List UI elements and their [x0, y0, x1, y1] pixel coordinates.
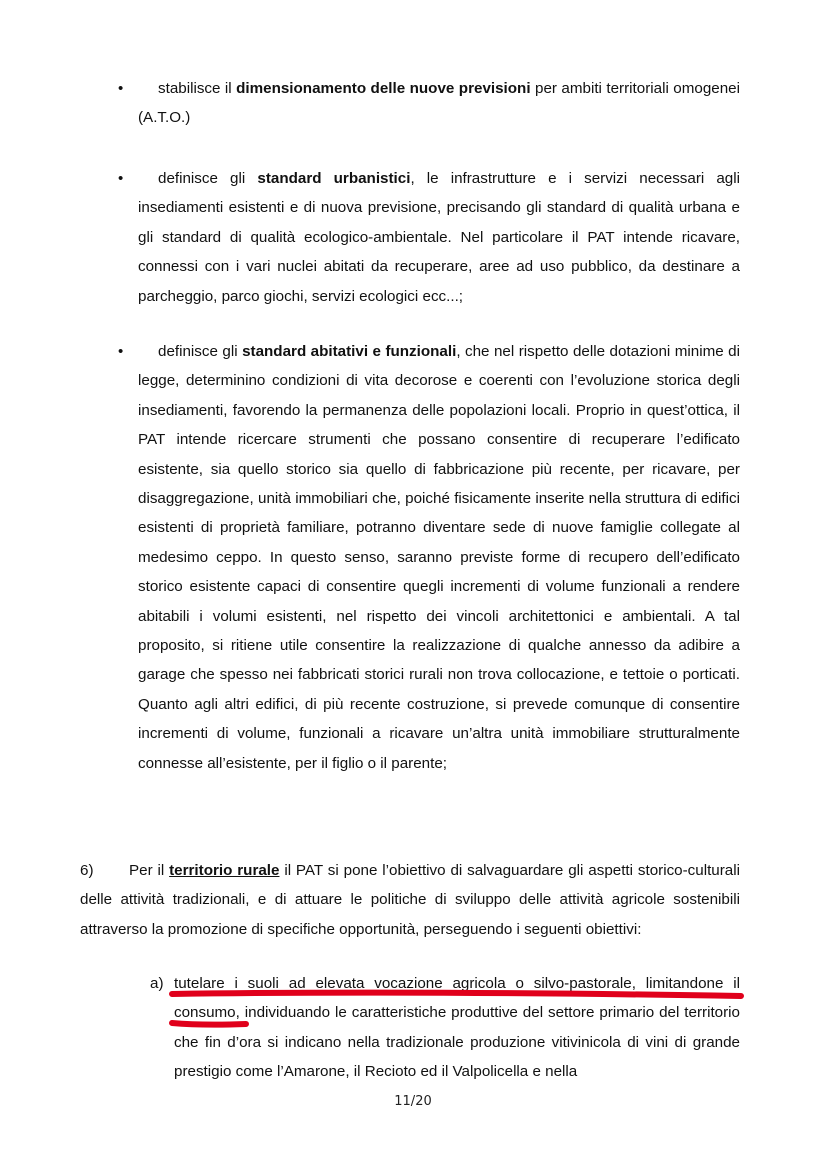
bullet-item-dimensionamento — [118, 74, 740, 133]
numbered-item-6 — [80, 856, 740, 944]
bullet-text — [138, 164, 740, 311]
bullet-text-bold: dimensionamento delle nuove previsioni — [236, 80, 531, 97]
item6-text-pre: Per il — [129, 862, 170, 879]
bullet-icon: • — [118, 343, 124, 360]
bullet-text-post: , che nel rispetto delle dotazioni minime di legge, determinino condizioni di vita decorose e coerenti con l’evoluzione storica degli insediamenti, favorendo la permanenza delle popolazioni locali. Proprio in quest’ottica, il PAT intende ricercare strumenti che possano consentire di recuperare l’edificato esistente, sia quello storico sia quello di fabbricazione più recente, per ricavare, per disaggregazione, unità immobiliari che, poiché fisicamente inserite nella struttura di edifici esistenti di proprietà familiare, potranno diventare sede di nuove famiglie collegate al medesimo ceppo. In questo senso, saranno previste forme di recupero dell’edificato storico esistente capaci di consentire quegli incrementi di volume funzionali a rendere abitabili i volumi esistenti, nel rispetto dei vincoli architettonici e ambientali. A tal proposito, si ritiene utile consentire la realizzazione di qualche annesso da adibire a garage che spesso nei fabbricati storici rurali non trova collocazione, e tettoie o porticati. Quanto agli altri edifici, di più recente costruzione, si prevede comunque di consentire incrementi di volume, funzionali a ricavare un’altra unità immobiliare strutturalmente connesse all’esistente, per il figlio o il parente; — [138, 343, 741, 772]
bullet-text-pre: definisce gli — [158, 343, 243, 360]
bullet-text-post: per ambiti territoriali omogenei (A.T.O.) — [138, 80, 740, 127]
bullet-icon: • — [118, 80, 124, 97]
bullet-text-post: , le infrastrutture e i servizi necessari agli insediamenti esistenti e di nuova previsione, precisando gli standard di qualità urbana e gli standard di qualità ecologico-ambientale. Nel particolare il PAT intende ricavare, connessi con i vari nuclei abitati da recuperare, aree ad uso pubblico, da destinare a parcheggio, parco giochi, servizi ecologici ecc...; — [138, 170, 741, 305]
bullet-text — [138, 337, 740, 778]
bullet-text-bold: standard urbanistici — [257, 170, 411, 187]
bullet-icon: • — [118, 170, 124, 187]
sub-item-marker: a) — [150, 975, 164, 992]
bullet-text-bold: standard abitativi e funzionali — [242, 343, 457, 360]
bullet-text — [138, 74, 740, 133]
bullet-item-standard-urbanistici — [118, 164, 740, 311]
bullet-item-standard-abitativi — [118, 337, 740, 778]
page-number: 11/20 — [394, 1094, 432, 1109]
highlighted-text: tutelare i suoli ad elevata vocazione agricola o silvo-pastorale, limitandone il consumo — [174, 975, 740, 1022]
item-number: 6) — [80, 862, 94, 879]
sub-item-text — [174, 969, 740, 1087]
item6-text-bold-underlined: territorio rurale — [169, 862, 280, 879]
item6-text-post: il PAT si pone l’obiettivo di salvaguardare gli aspetti storico-culturali delle attività tradizionali, e di attuare le politiche di sviluppo delle attività agricole sostenibili attraverso la promozione di specifiche opportunità, perseguendo i seguenti obiettivi: — [80, 862, 741, 938]
sub-item-a — [150, 969, 740, 1087]
sub-item-text-rest: , individuando le caratteristiche produttive del settore primario del territorio che fin d’ora si indicano nella tradizionale produzione vitivinicola di vini di grande prestigio come l’Amarone, il Recioto ed il Valpolicella e nella — [174, 1004, 740, 1081]
bullet-text-pre: definisce gli — [158, 170, 258, 187]
bullet-text-pre: stabilisce il — [158, 80, 237, 97]
